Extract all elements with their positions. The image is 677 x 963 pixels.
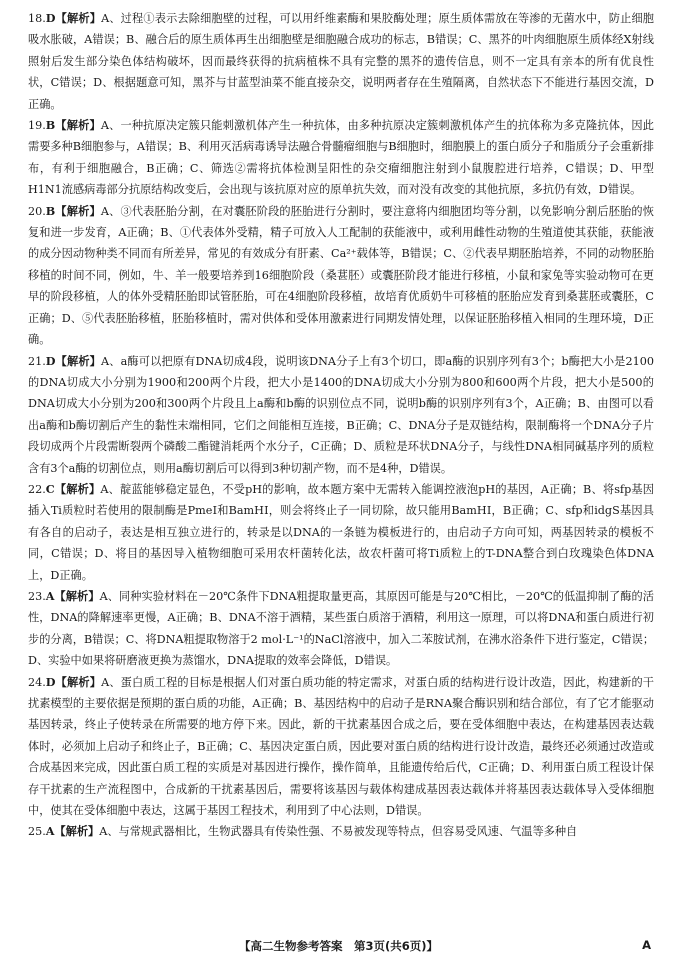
item-answer: C — [45, 481, 55, 496]
item-number: 20. — [28, 204, 46, 218]
answer-item-22 — [28, 479, 654, 586]
analysis-tag: 【解析】 — [55, 203, 101, 218]
answer-item-18 — [28, 8, 654, 115]
item-answer: B — [45, 118, 56, 133]
footer-version-label: A — [642, 938, 651, 952]
footer-page-label: 【高二生物参考答案 第3页(共6页)】 — [238, 939, 438, 953]
item-answer: D — [45, 11, 56, 25]
item-number: 19. — [28, 119, 46, 133]
item-text: A、一种抗原决定簇只能刺激机体产生一种抗体，由多种抗原决定簇刺激机体产生的抗体称为多克隆抗体，因此需要多种B细胞参与，A错误；B、利用灭活病毒诱导法融合骨髓瘤细胞与B细胞时，细胞膜上的蛋白质分子和脂质分子会重新排布，有利于细胞融合，B正确；C、筛选②需将抗体检测呈阳性的杂交瘤细胞注射到小鼠腹腔进行培养，C错误；D、甲型H1N1流感病毒部分抗原结构改变后，会出现与该抗原对应的原单抗失效，而对没有改变的其他抗原，多抗仍有效，D错误。 — [28, 119, 654, 197]
answer-item-20 — [28, 201, 654, 351]
analysis-tag: 【解析】 — [55, 118, 101, 133]
item-number: 21. — [28, 354, 46, 368]
item-text: A、与常规武器相比，生物武器具有传染性强、不易被发现等特点，但容易受风速、气温等多种自 — [99, 825, 578, 839]
analysis-tag: 【解析】 — [54, 824, 100, 839]
item-number: 23. — [28, 589, 46, 603]
item-answer: A — [45, 588, 55, 603]
item-text: A、a酶可以把原有DNA切成4段，说明该DNA分子上有3个切口，即a酶的识别序列有3个；b酶把大小是2100的DNA切成大小分别为1900和200两个片段，把大小是1400的DNA切成大小分别为800和600两个片段，把大小是500的DNA切成大小分别为200和300两个片段且上a酶和b酶的识别位点不同，说明b酶的识别序列有3个，A正确；B、由图可以看出a酶和b酶切割后产生的黏性末端相同，它们之间能相互连接，B正确；C、DNA分子是双链结构，限制酶将一个DNA分子片段切成两个片段需断裂两个磷酸二酯键消耗两个水分子，C正确；D、质粒是环状DNA分子，与线性DNA相同碱基序列的质粒含有3个a酶的切割位点，则用a酶切割后可以得到3种切割产物，而不是4种，D错误。 — [28, 354, 654, 475]
item-text: A、同种实验材料在－20℃条件下DNA粗提取量更高，其原因可能是与20℃相比，－20℃的低温抑制了酶的活性，DNA的降解速率更慢，A正确；B、DNA不溶于酒精，某些蛋白质溶于酒精，利用这一原理，可以将DNA和蛋白质进行初步的分离，B错误；C、将DNA粗提取物溶于2 mol·L⁻¹的NaCl溶液中，加入二苯胺试剂，在沸水浴条件下进行鉴定，C错误；D、实验中如果将研磨液更换为蒸馏水，DNA提取的效率会降低，D错误。 — [28, 589, 655, 668]
item-number: 24. — [28, 675, 46, 689]
item-number: 25. — [28, 825, 46, 839]
answer-item-24 — [28, 672, 654, 822]
analysis-tag: 【解析】 — [55, 674, 102, 689]
answer-item-21 — [28, 351, 654, 479]
analysis-tag: 【解析】 — [55, 11, 102, 25]
page-footer — [0, 936, 677, 956]
item-answer: D — [45, 674, 56, 689]
item-text: A、③代表胚胎分割，在对囊胚阶段的胚胎进行分割时，要注意将内细胞团均等分割，以免影响分割后胚胎的恢复和进一步发育，A正确；B、①代表体外受精，精子可放入人工配制的获能液中，或利用雌性动物的生殖道使其获能，获能液的成分因动物种类不同而有所差异，常见的有效成分有肝素、Ca²⁺载体等，B错误；C、②代表早期胚胎培养，不同的动物胚胎移植的时间不同，例如，牛、羊一般要培养到16细胞阶段（桑葚胚）或囊胚阶段才能进行移植，小鼠和家兔等实验动物可在更早的阶段移植，人的体外受精胚胎即试管胚胎，可在4细胞阶段移植，故培育优质奶牛可移植的胚胎应发育到桑葚胚或囊胚，C正确；D、⑤代表胚胎移植，胚胎移植时，需对供体和受体用激素进行同期发情处理，以保证胚胎移植入相同的生理环境，D正确。 — [28, 204, 654, 347]
item-text: A、靛蓝能够稳定显色，不受pH的影响，故本题方案中无需转入能调控液泡pH的基因，A正确；B、将sfp基因插入Ti质粒时若使用的限制酶是PmeⅠ和BamHⅠ，则会将终止子一同切除，故只能用BamHⅠ，B正确；C、sfp和idgS基因具有各自的启动子，表达是相互独立进行的，转录是以DNA的一条链为模板进行的，由启动子方向可知，两基因转录的模板不同，C错误；D、将目的基因导入植物细胞可采用农杆菌转化法，故农杆菌可将Ti质粒上的T-DNA整合到白玫瑰染色体DNA上，D正确。 — [28, 482, 654, 582]
item-answer: B — [45, 203, 56, 218]
answer-item-19 — [28, 115, 654, 201]
answer-content — [28, 8, 654, 843]
item-number: 22. — [28, 482, 46, 496]
answer-item-23 — [28, 586, 654, 672]
item-answer: D — [45, 353, 56, 368]
analysis-tag: 【解析】 — [54, 481, 101, 496]
answer-item-25 — [28, 821, 654, 842]
analysis-tag: 【解析】 — [54, 588, 100, 603]
item-text: A、蛋白质工程的目标是根据人们对蛋白质功能的特定需求，对蛋白质的结构进行设计改造，因此，构建新的干扰素模型的主要依据是预期的蛋白质的功能，A正确；B、基因结构中的启动子是RNA聚合酶识别和结合部位，有了它才能驱动基因转录，终止子使转录在所需要的地方停下来。因此，新的干扰素基因合成之后，要在受体细胞中表达，在构建基因表达载体时，必须加上启动子和终止子，B正确；C、基因决定蛋白质，因此要对蛋白质的结构进行设计改造，最终还必须通过改造或合成基因来完成，因此蛋白质工程的实质是对基因进行操作，操作简单，且能遗传给后代，C正确；D、利用蛋白质工程设计保存干扰素的生产流程图中，合成新的干扰素基因后，需要将该基因与载体构建成基因表达载体并将基因表达载体导入受体细胞中，使其在受体细胞中表达，这属于基因工程技术，利用到了中心法则，D错误。 — [28, 675, 654, 818]
item-number: 18. — [28, 12, 46, 25]
item-text: A、过程①表示去除细胞壁的过程，可以用纤维素酶和果胶酶处理；原生质体需放在等渗的无菌水中，防止细胞吸水胀破，A错误；B、融合后的原生质体再生出细胞壁是细胞融合成功的标志，B错误；C、黑芥的叶肉细胞原生质体经X射线照射后发生部分染色体结构破坏，因而最终获得的抗病植株不具有完整的黑芥的遗传信息，则不一定具有亲本的所有优良性状，C错误；D、根据题意可知，黑芥与甘蓝型油菜不能直接杂交，说明两者存在生殖隔离，自然状态下不能进行基因交流，D正确。 — [28, 12, 654, 111]
analysis-tag: 【解析】 — [55, 353, 102, 368]
item-answer: A — [45, 824, 55, 839]
